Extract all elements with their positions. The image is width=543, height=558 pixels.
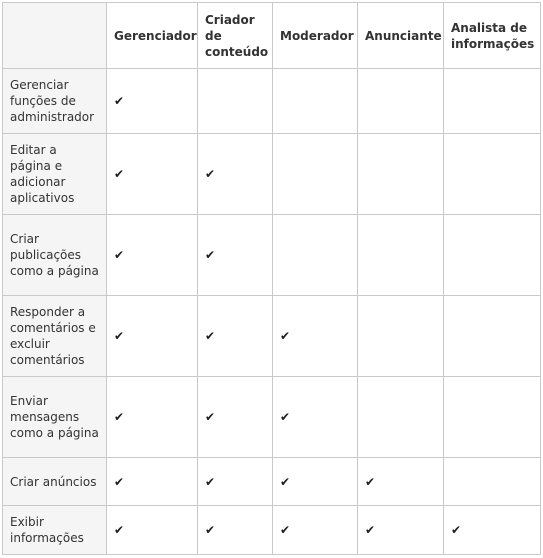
check-cell [444,296,541,377]
check-cell: ✔ [107,377,198,458]
check-cell [273,215,358,296]
table-row [3,296,541,377]
check-cell [444,69,541,134]
table-row [3,134,541,215]
row-label: Exibir informações [3,506,107,555]
check-cell: ✔ [358,506,444,555]
table-row [3,458,541,506]
row-label: Criar publicações como a página [3,215,107,296]
row-label: Criar anúncios [3,458,107,506]
check-cell: ✔ [107,296,198,377]
table-row [3,377,541,458]
roles-permissions-table [2,2,541,555]
check-cell [444,134,541,215]
check-cell: ✔ [198,506,273,555]
check-cell: ✔ [273,377,358,458]
header-row [3,3,541,69]
header-anunciante: Anunciante [358,3,444,69]
check-cell: ✔ [107,134,198,215]
check-cell: ✔ [198,134,273,215]
check-cell [358,134,444,215]
check-cell: ✔ [273,458,358,506]
check-cell [358,69,444,134]
check-cell [273,134,358,215]
check-cell: ✔ [273,296,358,377]
row-label: Enviar mensagens como a página [3,377,107,458]
row-label: Gerenciar funções de administrador [3,69,107,134]
check-cell: ✔ [198,215,273,296]
header-gerenciador: Gerenciador [107,3,198,69]
check-cell [358,377,444,458]
check-cell: ✔ [358,458,444,506]
row-label: Responder a comentários e excluir comentários [3,296,107,377]
header-analista-de-informacoes: Analista de informações [444,3,541,69]
table-row [3,506,541,555]
check-cell: ✔ [107,458,198,506]
corner-cell [3,3,107,69]
check-cell: ✔ [444,506,541,555]
check-cell: ✔ [198,296,273,377]
header-criador-de-conteudo: Criador de conteúdo [198,3,273,69]
check-cell [358,215,444,296]
check-cell: ✔ [198,377,273,458]
check-cell [444,215,541,296]
check-cell [198,69,273,134]
check-cell: ✔ [198,458,273,506]
header-moderador: Moderador [273,3,358,69]
check-cell [444,377,541,458]
check-cell: ✔ [107,506,198,555]
check-cell [444,458,541,506]
row-label: Editar a página e adicionar aplicativos [3,134,107,215]
table-row [3,69,541,134]
check-cell: ✔ [107,69,198,134]
check-cell [273,69,358,134]
check-cell: ✔ [107,215,198,296]
table-row [3,215,541,296]
check-cell: ✔ [273,506,358,555]
check-cell [358,296,444,377]
